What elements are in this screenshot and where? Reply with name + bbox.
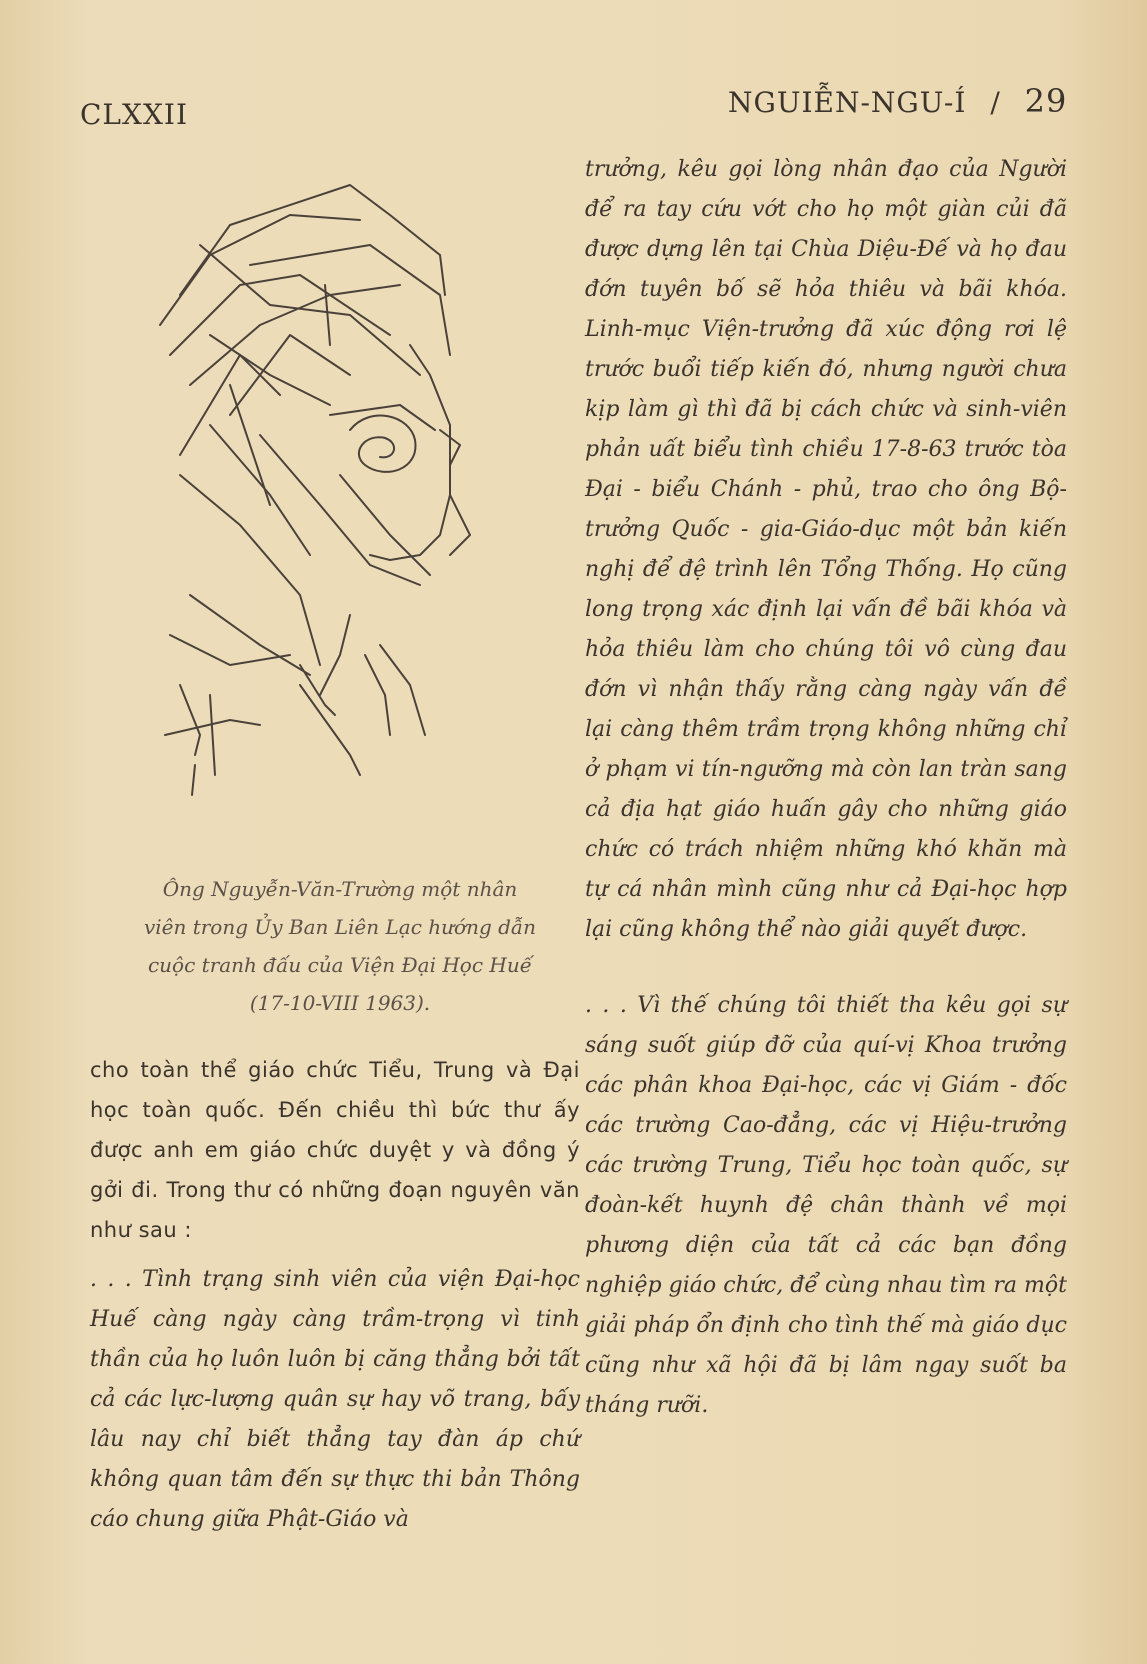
caption-line: Ông Nguyễn-Văn-Trường một nhân bbox=[162, 877, 518, 901]
body-paragraph: cho toàn thể giáo chức Tiểu, Trung và Đại học toàn quốc. Đến chiều thì bức thư ấy được anh em giáo chức duyệt y và đồng ý gởi đi. Trong thư có những đoạn nguyên văn như sau : bbox=[90, 1058, 580, 1242]
author-name: NGUIỄN-NGU-Í bbox=[728, 86, 967, 119]
portrait-caption bbox=[100, 870, 580, 1022]
caption-line: (17-10-VIII 1963). bbox=[249, 991, 431, 1015]
page-roman-numeral: CLXXII bbox=[80, 98, 189, 131]
running-header bbox=[728, 82, 1067, 120]
caption-line: viên trong Ủy Ban Liên Lạc hướng dẫn bbox=[143, 915, 537, 939]
quoted-paragraph: trưởng, kêu gọi lòng nhân đạo của Người để ra tay cứu vớt cho họ một giàn củi đã được dựng lên tại Chùa Diệu-Đế và họ đau đớn tuyên bố sẽ hỏa thiêu và bãi khóa. Linh-mục Viện-trưởng đã xúc động rơi lệ trước buổi tiếp kiến đó, nhưng người chưa kịp làm gì thì đã bị cách chức và sinh-viên phản uất biểu tình chiều 17-8-63 trước tòa Đại - biểu Chánh - phủ, trao cho ông Bộ-trưởng Quốc - gia-Giáo-dục một bản kiến nghị để đệ trình lên Tổng Thống. Họ cũng long trọng xác định lại vấn đề bãi khóa và hỏa thiêu làm cho chúng tôi vô cùng đau đớn vì nhận thấy rằng càng ngày vấn đề lại càng thêm trầm trọng không những chỉ ở phạm vi tín-ngưỡng mà còn lan tràn sang cả địa hạt giáo huấn gây cho những giáo chức có trách nhiệm những khó khăn mà tự cá nhân mình cũng như cả Đại-học hợp lại cũng không thể nào giải quyết được. bbox=[585, 157, 1067, 942]
page-number: 29 bbox=[1024, 82, 1068, 120]
quoted-paragraph: . . . Tình trạng sinh viên của viện Đại-học Huế càng ngày càng trầm-trọng vì tinh thần của họ luôn luôn bị căng thẳng bởi tất cả các lực-lượng quân sự hay võ trang, bấy lâu nay chỉ biết thẳng tay đàn áp chứ không quan tâm đến sự thực thi bản Thông cáo chung giữa Phật-Giáo và bbox=[90, 1267, 580, 1532]
header-separator: / bbox=[990, 86, 1001, 119]
right-column bbox=[585, 150, 1067, 1426]
caption-line: cuộc tranh đấu của Viện Đại Học Huế bbox=[147, 953, 533, 977]
sketch-portrait-icon bbox=[150, 175, 500, 835]
left-column bbox=[90, 1050, 580, 1540]
quoted-paragraph: . . . Vì thế chúng tôi thiết tha kêu gọi sự sáng suốt giúp đỡ của quí-vị Khoa trưởng các phân khoa Đại-học, các vị Giám - đốc các trường Cao-đẳng, các vị Hiệu-trưởng các trường Trung, Tiểu học toàn quốc, sự đoàn-kết huynh đệ chân thành về mọi phương diện của tất cả các bạn đồng nghiệp giáo chức, để cùng nhau tìm ra một giải pháp ổn định cho tình thế mà giáo dục cũng như xã hội đã bị lâm ngay suốt ba tháng rưỡi. bbox=[585, 993, 1067, 1418]
